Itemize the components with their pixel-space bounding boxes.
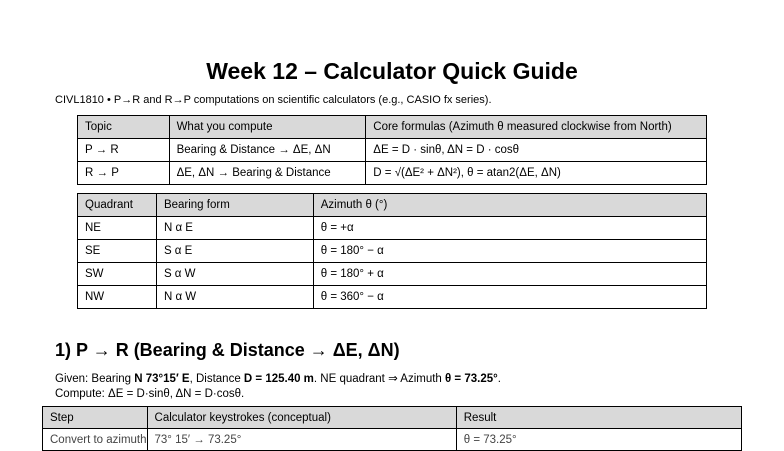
table-row	[43, 429, 742, 451]
header-what-you-compute: What you compute	[169, 116, 366, 139]
topic-cell: R → P	[78, 162, 170, 185]
header-azimuth: Azimuth θ (°)	[313, 194, 706, 217]
azimuth-cell: θ = 180° + α	[313, 263, 706, 286]
given-bearing: N 73°15′ E	[134, 373, 190, 385]
result-cell: θ = 73.25°	[456, 429, 741, 451]
table-row	[78, 240, 707, 263]
bearing-cell: S α E	[156, 240, 313, 263]
keystroke-cell: 73° 15′ → 73.25°	[147, 429, 456, 451]
given-azimuth: θ = 73.25°	[445, 373, 498, 385]
table-row	[78, 139, 707, 162]
formula-cell: ΔE = D · sinθ, ΔN = D · cosθ	[366, 139, 707, 162]
table-header-row	[78, 194, 707, 217]
keystroke-table	[42, 406, 742, 451]
bearing-cell: S α W	[156, 263, 313, 286]
table-header-row	[78, 116, 707, 139]
given-prefix: Given: Bearing	[55, 373, 135, 385]
section-heading-p-to-r: 1) P → R (Bearing & Distance → ΔE, ΔN)	[55, 340, 400, 360]
azimuth-cell: θ = 360° − α	[313, 286, 706, 309]
header-step: Step	[43, 407, 148, 429]
given-mid: , Distance	[189, 373, 244, 385]
quadrant-cell: SE	[78, 240, 157, 263]
table-row	[78, 263, 707, 286]
formula-cell: D = √(ΔE² + ΔN²), θ = atan2(ΔE, ΔN)	[366, 162, 707, 185]
topic-cell: P → R	[78, 139, 170, 162]
step-cell: Convert to azimuth	[43, 429, 148, 451]
quadrant-cell: NE	[78, 217, 157, 240]
header-bearing-form: Bearing form	[156, 194, 313, 217]
given-suffix: . NE quadrant ⇒ Azimuth	[313, 373, 446, 385]
quadrant-cell: SW	[78, 263, 157, 286]
header-keystrokes: Calculator keystrokes (conceptual)	[147, 407, 456, 429]
page-title: Week 12 – Calculator Quick Guide	[206, 58, 578, 84]
compute-statement: Compute: ΔE = D·sinθ, ΔN = D·cosθ.	[55, 388, 245, 400]
azimuth-cell: θ = +α	[313, 217, 706, 240]
header-result: Result	[456, 407, 741, 429]
azimuth-cell: θ = 180° − α	[313, 240, 706, 263]
compute-cell: Bearing & Distance → ΔE, ΔN	[169, 139, 366, 162]
bearing-cell: N α E	[156, 217, 313, 240]
conversion-overview-table	[77, 115, 707, 185]
subtitle: CIVL1810 • P→R and R→P computations on scientific calculators (e.g., CASIO fx series).	[55, 94, 492, 106]
header-core-formulas: Core formulas (Azimuth θ measured clockwise from North)	[366, 116, 707, 139]
table-row	[78, 162, 707, 185]
compute-cell: ΔE, ΔN → Bearing & Distance	[169, 162, 366, 185]
header-quadrant: Quadrant	[78, 194, 157, 217]
given-end: .	[497, 373, 501, 385]
given-statement	[55, 372, 501, 386]
table-row	[78, 217, 707, 240]
given-distance: D = 125.40 m	[243, 373, 314, 385]
table-header-row	[43, 407, 742, 429]
quadrant-cell: NW	[78, 286, 157, 309]
quadrant-table	[77, 193, 707, 309]
bearing-cell: N α W	[156, 286, 313, 309]
header-topic: Topic	[78, 116, 170, 139]
table-row	[78, 286, 707, 309]
